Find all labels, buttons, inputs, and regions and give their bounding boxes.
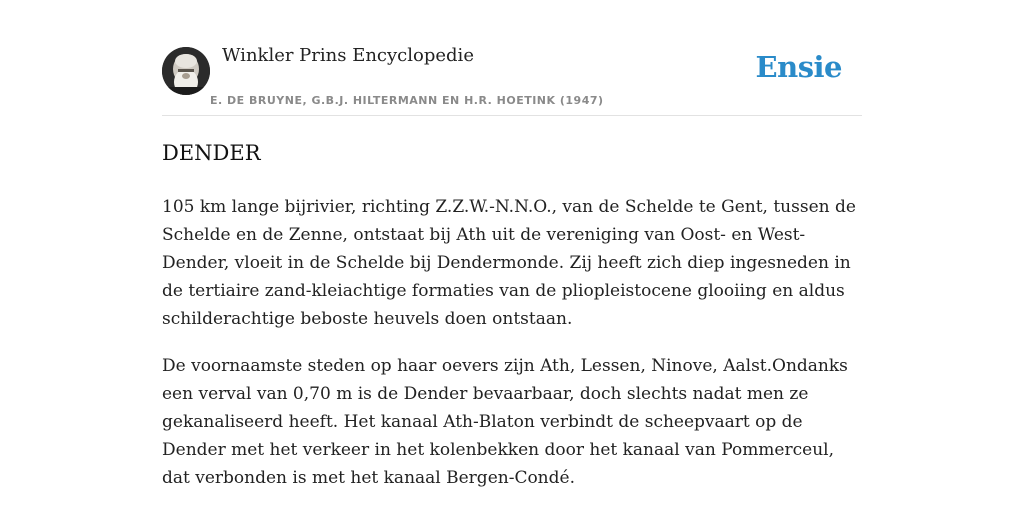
paragraph: De voornaamste steden op haar oevers zijn Ath, Lessen, Ninove, Aalst.Ondanks een verval van 0,70 m is de Dender bevaarbaar, doch slechts nadat men ze gekanaliseerd heeft. Het kanaal Ath-Blaton verbindt de scheepvaart op de Dender met het verkeer in het kolenbekken door het kanaal van Pommerceul, dat verbonden is met het kanaal Bergen-Condé. xyxy=(162,356,848,488)
brand-logo[interactable]: Ensie xyxy=(755,50,842,84)
site-title[interactable]: Winkler Prins Encyclopedie xyxy=(222,45,474,66)
article-body xyxy=(162,193,866,511)
header-divider xyxy=(162,115,862,116)
paragraph: 105 km lange bijrivier, richting Z.Z.W.-N.N.O., van de Schelde te Gent, tussen de Schelde en de Zenne, ontstaat bij Ath uit de vereniging van Oost- en West-Dender, vloeit in de Schelde bij Dendermonde. Zij heeft zich diep ingesneden in de tertiaire zand-kleiachtige formaties van de pliopleistocene glooiing en aldus schilderachtige beboste heuvels doen ontstaan. xyxy=(162,197,856,329)
page-title: DENDER xyxy=(162,141,261,165)
portrait-icon[interactable] xyxy=(162,47,210,95)
authors-line: E. DE BRUYNE, G.B.J. HILTERMANN EN H.R. HOETINK (1947) xyxy=(210,94,604,107)
